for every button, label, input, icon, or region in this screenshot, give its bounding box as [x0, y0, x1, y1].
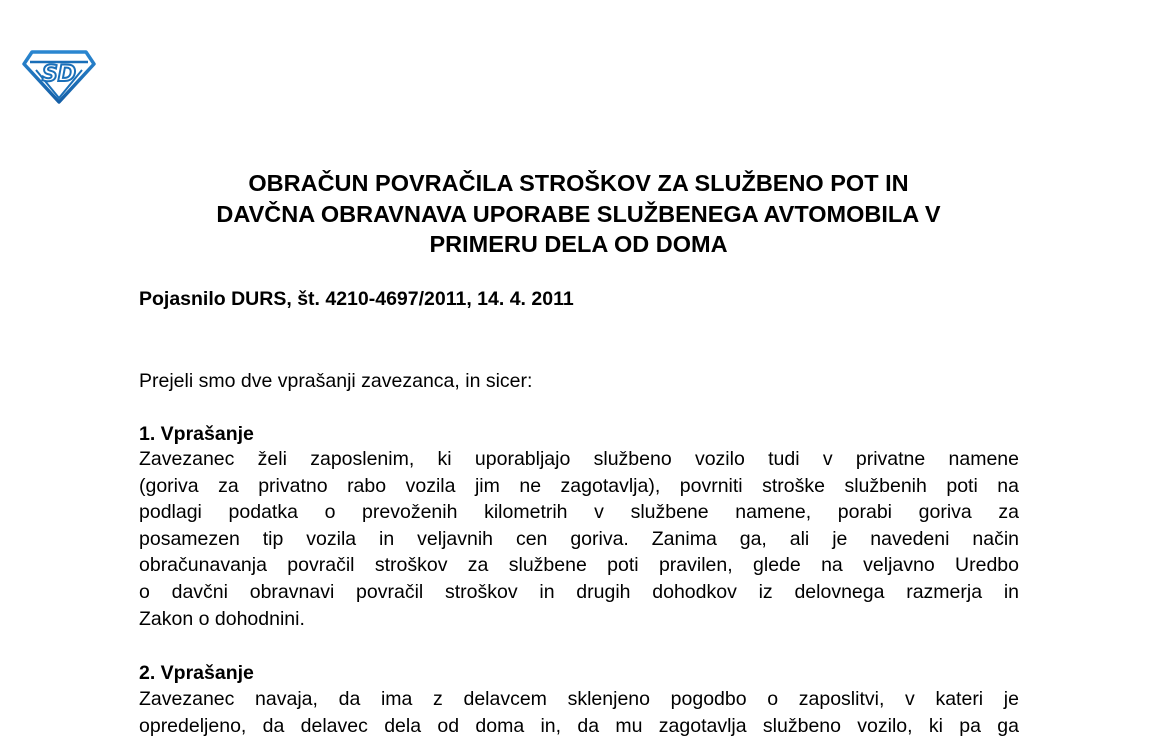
q2-line-2: opredeljeno, da delavec dela od doma in, da mu zagotavlja službeno vozilo, ki pa ga [139, 714, 1019, 737]
question-2-body [139, 686, 1019, 739]
logo-lettering: SD [41, 62, 77, 87]
q1-line-1: Zavezanec želi zaposlenim, ki uporabljajo službeno vozilo tudi v privatne namene [139, 448, 1019, 470]
reference-line: Pojasnilo DURS, št. 4210-4697/2011, 14. 4. 2011 [139, 288, 574, 310]
q1-line-6: o davčni obravnavi povračil stroškov in drugih dohodkov iz delovnega razmerja in [139, 580, 1019, 603]
title-line-3: PRIMERU DELA OD DOMA [429, 231, 728, 257]
title-line-2: DAVČNA OBRAVNAVA UPORABE SLUŽBENEGA AVTOMOBILA V [216, 200, 941, 227]
intro-paragraph: Prejeli smo dve vprašanji zavezanca, in sicer: [139, 370, 533, 392]
question-2-heading: 2. Vprašanje [139, 662, 254, 684]
q1-line-3: podlagi podatka o prevoženih kilometrih v službene namene, porabi goriva za [139, 501, 1019, 524]
q1-line-5: obračunavanja povračil stroškov za službene poti pravilen, glede na veljavno Uredbo [139, 554, 1019, 577]
q2-line-1: Zavezanec navaja, da ima z delavcem sklenjeno pogodbo o zaposlitvi, v kateri je [139, 688, 1019, 710]
q1-line-4: posamezen tip vozila in veljavnih cen goriva. Zanima ga, ali je navedeni način [139, 527, 1019, 550]
question-1-body [139, 446, 1019, 632]
diamond-logo-icon [22, 48, 96, 104]
title-line-1: OBRAČUN POVRAČILA STROŠKOV ZA SLUŽBENO POT IN [248, 170, 909, 196]
document-title [100, 168, 1057, 260]
q1-line-2: (goriva za privatno rabo vozila jim ne zagotavlja), povrniti stroške službenih poti na [139, 474, 1019, 497]
question-1-heading: 1. Vprašanje [139, 423, 254, 445]
q1-line-7: Zakon o dohodnini. [139, 607, 305, 630]
company-logo [22, 48, 96, 104]
